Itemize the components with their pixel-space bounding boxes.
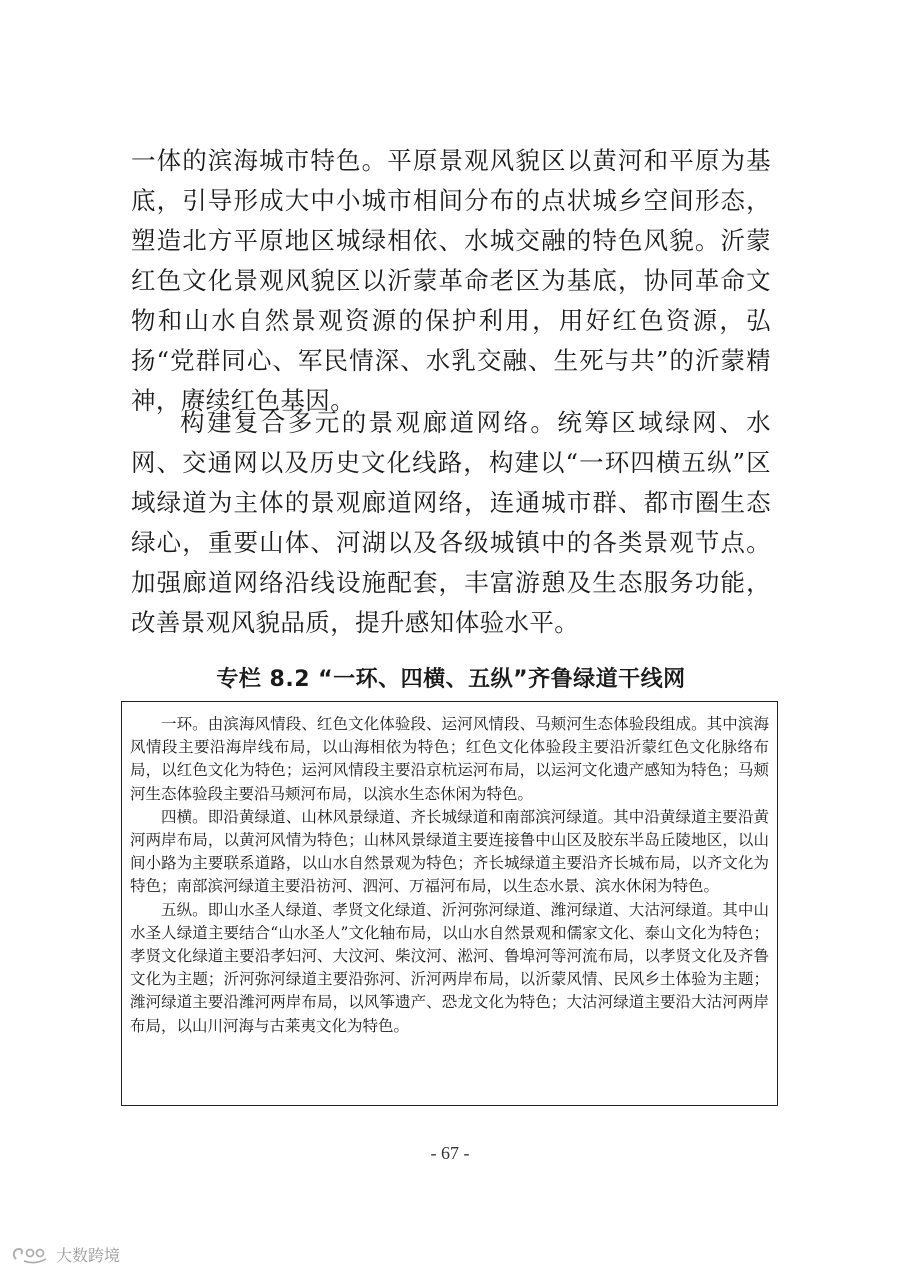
sidebar-box-title: 专栏 8.2 “一环、四横、五纵”齐鲁绿道干线网 [216,667,686,692]
paragraph-text: 构建复合多元的景观廊道网络。统筹区域绿网、水网、交通网以及历史文化线路，构建以“一环四横五纵”区域绿道为主体的景观廊道网络，连通城市群、都市圈生态绿心，重要山体、河湖以及各级城镇中的各类景观节点。加强廊道网络沿线设施配套，丰富游憩及生态服务功能，改善景观风貌品质，提升感知体验水平。 [131,408,771,637]
page-number: - 67 - [430,1143,470,1163]
box-paragraph-four-horizontal: 四横。即沿黄绿道、山林风景绿道、齐长城绿道和南部滨河绿道。其中沿黄绿道主要沿黄河两岸布局，以黄河风情为特色；山林风景绿道主要连接鲁中山区及胶东半岛丘陵地区，以山间小路为主要联系道路，以山水自然景观为特色；齐长城绿道主要沿齐长城布局，以齐文化为特色；南部滨河绿道主要沿祊河、泗河、万福河布局，以生态水景、滨水休闲为特色。 [130,807,769,896]
watermark [10,1243,120,1266]
watermark-text: 大数跨境 [56,1246,121,1265]
sidebar-box-content [130,713,769,1038]
body-paragraph-continued [131,141,771,421]
box-paragraph-five-vertical: 五纵。即山水圣人绿道、孝贤文化绿道、沂河弥河绿道、潍河绿道、大沽河绿道。其中山水圣人绿道主要结合“山水圣人”文化轴布局，以山水自然景观和儒家文化、泰山文化为特色；孝贤文化绿道主要沿孝妇河、大汶河、柴汶河、淞河、鲁埠河等河流布局，以孝贤文化及齐鲁文化为主题；沂河弥河绿道主要沿弥河、沂河两岸布局，以沂蒙风情、民风乡土体验为主题；潍河绿道主要沿潍河两岸布局，以风筝遗产、恐龙文化为特色；大沽河绿道主要沿大沽河两岸布局，以山川河海与古莱夷文化为特色。 [130,900,769,1035]
paragraph-text: 一体的滨海城市特色。平原景观风貌区以黄河和平原为基底，引导形成大中小城市相间分布的点状城乡空间形态，塑造北方平原地区城绿相依、水城交融的特色风貌。沂蒙红色文化景观风貌区以沂蒙革命老区为基底，协同革命文物和山水自然景观资源的保护利用，用好红色资源，弘扬“党群同心、军民情深、水乳交融、生死与共”的沂蒙精神，赓续红色基因。 [131,146,771,415]
watermark-logo-icon [10,1245,50,1265]
box-paragraph-one-ring: 一环。由滨海风情段、红色文化体验段、运河风情段、马颊河生态体验段组成。其中滨海风情段主要沿海岸线布局，以山海相依为特色；红色文化体验段主要沿沂蒙红色文化脉络布局，以红色文化为特色；运河风情段主要沿京杭运河布局，以运河文化遗产感知为特色；马颊河生态体验段主要沿马颊河布局，以滨水生态休闲为特色。 [130,715,769,803]
body-paragraph-landscape-corridor [131,403,771,643]
sidebar-box [121,701,778,1106]
